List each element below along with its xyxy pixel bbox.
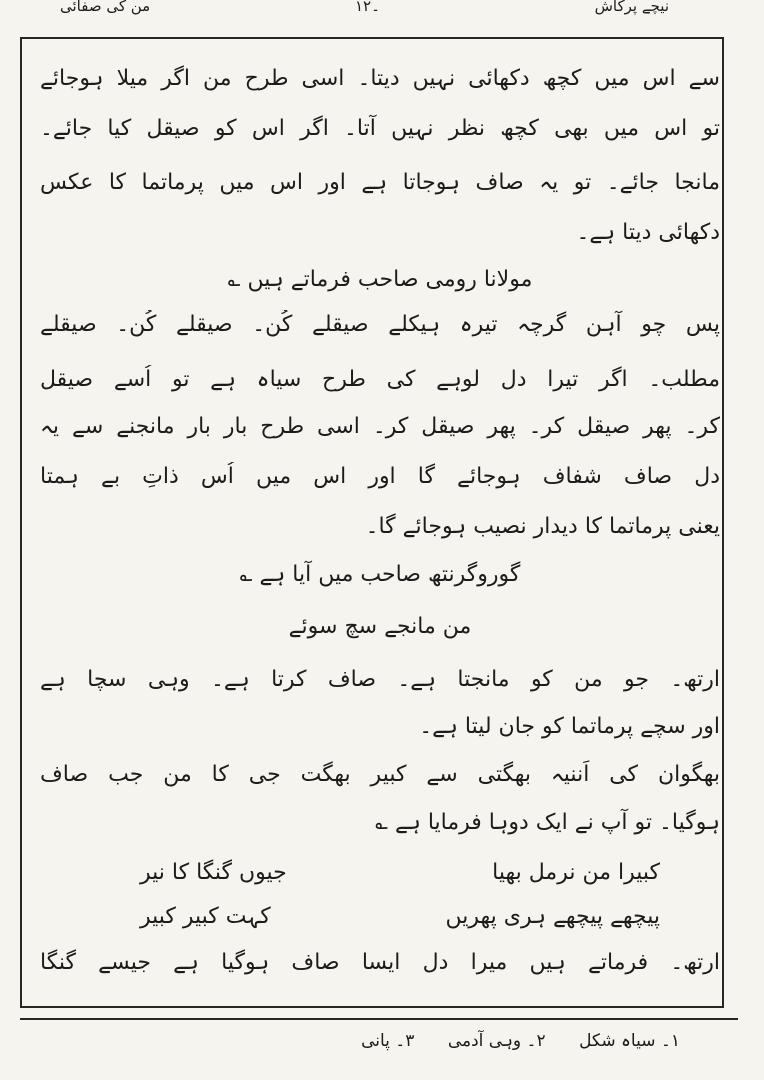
header-page-number: ۔۱۲	[355, 0, 380, 15]
body-line: تو اس میں بھی کچھ نظر نہیں آتا۔ اگر اس کو صیقل کیا جائے۔	[40, 116, 720, 141]
couplet-line	[140, 858, 660, 888]
couplet-line	[140, 902, 660, 932]
body-line: مطلب۔ اگر تیرا دل لوہے کی طرح سیاہ ہے تو اُسے صیقل	[40, 367, 720, 392]
body-line: ارتھ۔ جو من کو مانجتا ہے۔ صاف کرتا ہے۔ وہی سچا ہے	[40, 667, 720, 692]
attribution-line: مولانا رومی صاحب فرماتے ہیں ؎	[227, 267, 533, 292]
body-line: سے اس میں کچھ دکھائی نہیں دیتا۔ اسی طرح من اگر میلا ہوجائے	[40, 66, 720, 91]
body-line: اور سچے پرماتما کو جان لیتا ہے۔	[419, 714, 720, 739]
body-line: ارتھ۔ فرماتے ہیں میرا دل ایسا صاف ہوگیا ہے جیسے گنگا	[40, 950, 720, 975]
running-header	[0, 0, 764, 20]
couplet-half: پیچھے پیچھے ہری پھریں	[445, 904, 660, 929]
footnote-divider	[20, 1018, 738, 1020]
couplet-half: جیوں گنگا کا نیر	[140, 860, 287, 885]
verse-line: من مانجے سچ سوئے	[288, 614, 472, 639]
footnote: ۱۔ سیاہ شکل	[579, 1031, 680, 1051]
couplet-half: کہت کبیر کبیر	[140, 904, 271, 929]
body-line: کر۔ پھر صیقل کر۔ پھر صیقل کر۔ اسی طرح بار بار مانجنے سے یہ	[40, 414, 720, 439]
couplet-half: کبیرا من نرمل بھیا	[492, 860, 660, 885]
body-line: دل صاف شفاف ہوجائے گا اور اس میں اُس ذاتِ بے ہمتا	[40, 464, 720, 489]
verse-line: پس چو آہن گرچہ تیرہ ہیکلے صیقلے کُن۔ صیقلے کُن۔ صیقلے	[40, 312, 720, 337]
header-chapter-title: من کی صفائی	[60, 0, 151, 15]
header-book-title: نیچے پرکاش	[594, 0, 669, 15]
body-line: مانجا جائے۔ تو یہ صاف ہوجاتا ہے اور اس میں پرماتما کا عکس	[40, 170, 720, 195]
attribution-line: گوروگرنتھ صاحب میں آیا ہے ؎	[239, 562, 521, 587]
body-line: یعنی پرماتما کا دیدار نصیب ہوجائے گا۔	[365, 514, 720, 539]
body-line: ہوگیا۔ تو آپ نے ایک دوہا فرمایا ہے ؎	[375, 810, 720, 835]
footnote: ۲۔ وہی آدمی	[447, 1031, 546, 1051]
footnote: ۳۔ پانی	[361, 1031, 415, 1051]
body-line: دکھائی دیتا ہے۔	[576, 220, 720, 245]
body-line: بھگوان کی اَننیہ بھگتی سے کبیر بھگت جی کا من جب صاف	[40, 762, 720, 787]
footnotes	[340, 1030, 680, 1051]
